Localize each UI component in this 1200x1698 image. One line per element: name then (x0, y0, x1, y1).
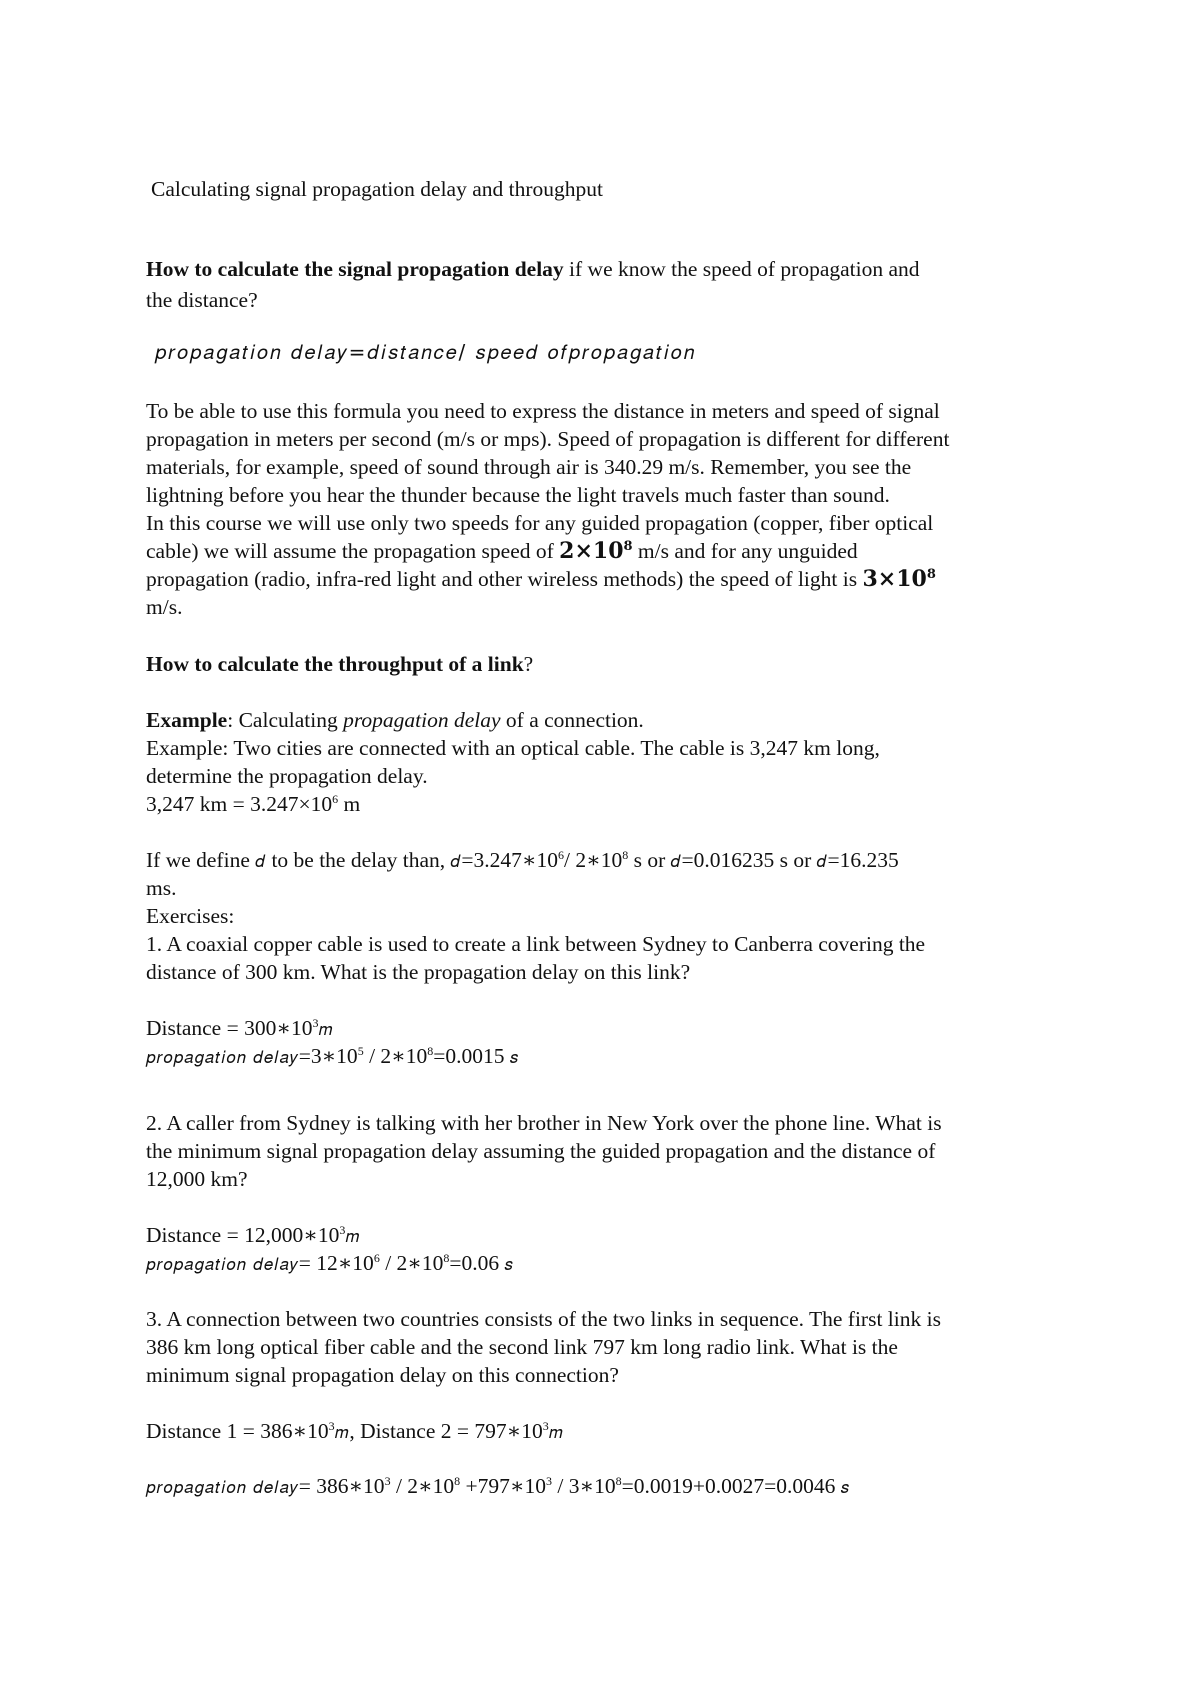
document-title: Calculating signal propagation delay and throughput (151, 177, 603, 201)
math-symbol: 𝑑 (255, 852, 267, 872)
formula-label: 𝑝𝑟𝑜𝑝𝑎𝑔𝑎𝑡𝑖𝑜𝑛 𝑑𝑒𝑙𝑎𝑦 (146, 1048, 299, 1068)
exercise-2-line: 12,000 km? (146, 1167, 248, 1191)
formula-label: 𝑝𝑟𝑜𝑝𝑎𝑔𝑎𝑡𝑖𝑜𝑛 𝑑𝑒𝑙𝑎𝑦 (146, 1478, 299, 1498)
math-guided-speed: $2\times 10^8$ (559, 538, 633, 564)
example-italic-term: propagation delay (343, 708, 501, 732)
math-symbol: 𝑑 (450, 852, 462, 872)
exercises-heading: Exercises: (146, 904, 235, 928)
example-label: Example (146, 708, 228, 732)
exercise-3-distance: Distance $1 = 386∗10^3𝑚$, Distance $2 = 797∗10^3𝑚$ (146, 1417, 564, 1447)
math-light-speed: $3\times 10^8$ (862, 566, 936, 592)
exercise-1-formula: 𝑝𝑟𝑜𝑝𝑎𝑔𝑎𝑡𝑖𝑜𝑛 $𝑑𝑒𝑙𝑎𝑦=3∗10^5$ / $2∗10^8=0.0015$ 𝑠 (146, 1042, 519, 1072)
exercise-2-line: the minimum signal propagation delay assuming the guided propagation and the distance of (146, 1139, 936, 1163)
exercise-2-line: 2. A caller from Sydney is talking with her brother in New York over the phone line. What is (146, 1111, 942, 1135)
exercise-3-line: 386 km long optical fiber cable and the second link 797 km long radio link. What is the (146, 1335, 898, 1359)
text: propagation (radio, infra-red light and other wireless methods) the speed of light is (146, 567, 863, 591)
math-symbol: 𝑚 (318, 1020, 334, 1040)
math-symbol: 𝑠 (504, 1255, 514, 1275)
delay-definition: If we define 𝑑 to be the delay than, $𝑑=3.247∗10^6/$ $2∗10^8$ s or 𝑑=0.016235 s or 𝑑=16.235 (146, 846, 899, 876)
math-symbol: 𝑑 (816, 852, 828, 872)
question-bold-text: How to calculate the signal propagation delay (146, 257, 564, 281)
question-bold-text: How to calculate the throughput of a link (146, 652, 524, 676)
paragraph-line (146, 537, 858, 565)
example-heading: Example: Calculating propagation delay of a connection. (146, 708, 644, 732)
math-symbol: 𝑠 (509, 1048, 520, 1068)
text: m/s and for any unguided (632, 539, 858, 563)
exercise-2-distance: Distance = $12,000∗10^3𝑚$ (146, 1221, 360, 1251)
math-symbol: 𝑚 (345, 1227, 361, 1247)
delay-definition-line-2: ms. (146, 876, 177, 900)
example-line: 3,247 km = $3.247\times 10^6$ m (146, 792, 361, 816)
exercise-1-distance: Distance = $300∗10^3𝑚$ (146, 1014, 333, 1044)
paragraph-line: In this course we will use only two speeds for any guided propagation (copper, fiber optical (146, 511, 934, 535)
exercise-3-line: minimum signal propagation delay on this connection? (146, 1363, 619, 1387)
question-text: if we know the speed of propagation and (563, 257, 920, 281)
math-symbol: 𝑚 (548, 1423, 564, 1443)
formula-label: 𝑝𝑟𝑜𝑝𝑎𝑔𝑎𝑡𝑖𝑜𝑛 𝑑𝑒𝑙𝑎𝑦 (146, 1255, 299, 1275)
exercise-2-formula: 𝑝𝑟𝑜𝑝𝑎𝑔𝑎𝑡𝑖𝑜𝑛 𝑑𝑒𝑙𝑎𝑦= $12∗10^6$ / $2∗10^8=0.06$ 𝑠 (146, 1249, 514, 1279)
paragraph-line (146, 565, 936, 593)
exercise-3-formula: 𝑝𝑟𝑜𝑝𝑎𝑔𝑎𝑡𝑖𝑜𝑛 𝑑𝑒𝑙𝑎𝑦= $386∗10^3$ / $2∗10^8$ $+797∗10^3$ / $3∗10^8=0.0019+0.0027=0.0046$ 𝑠 (146, 1472, 850, 1502)
math-symbol: 𝑚 (334, 1423, 350, 1443)
paragraph-line: propagation in meters per second (m/s or mps). Speed of propagation is different for different (146, 427, 950, 451)
paragraph-line: lightning before you hear the thunder because the light travels much faster than sound. (146, 483, 890, 507)
question-propagation-delay (146, 255, 920, 283)
exercise-3-line: 3. A connection between two countries consists of the two links in sequence. The first link is (146, 1307, 941, 1331)
paragraph-line: m/s. (146, 595, 183, 619)
exercise-1-line: 1. A coaxial copper cable is used to create a link between Sydney to Canberra covering the (146, 932, 926, 956)
math-symbol: 𝑠 (840, 1478, 851, 1498)
main-formula: 𝑝𝑟𝑜𝑝𝑎𝑔𝑎𝑡𝑖𝑜𝑛 𝑑𝑒𝑙𝑎𝑦=𝑑𝑖𝑠𝑡𝑎𝑛𝑐𝑒/ 𝑠𝑝𝑒𝑒𝑑 𝑜𝑓𝑝𝑟𝑜𝑝𝑎𝑔𝑎𝑡𝑖𝑜𝑛 (155, 340, 697, 364)
example-line: Example: Two cities are connected with an optical cable. The cable is 3,247 km long, (146, 736, 880, 760)
exercise-1-line: distance of 300 km. What is the propagation delay on this link? (146, 960, 691, 984)
question-throughput: How to calculate the throughput of a link? (146, 652, 534, 676)
paragraph-line: materials, for example, speed of sound through air is 340.29 m/s. Remember, you see the (146, 455, 912, 479)
example-line: determine the propagation delay. (146, 764, 428, 788)
question-line-2: the distance? (146, 288, 258, 312)
text: cable) we will assume the propagation speed of (146, 539, 560, 563)
math-symbol: 𝑑 (670, 852, 682, 872)
paragraph-line: To be able to use this formula you need to express the distance in meters and speed of signal (146, 399, 940, 423)
